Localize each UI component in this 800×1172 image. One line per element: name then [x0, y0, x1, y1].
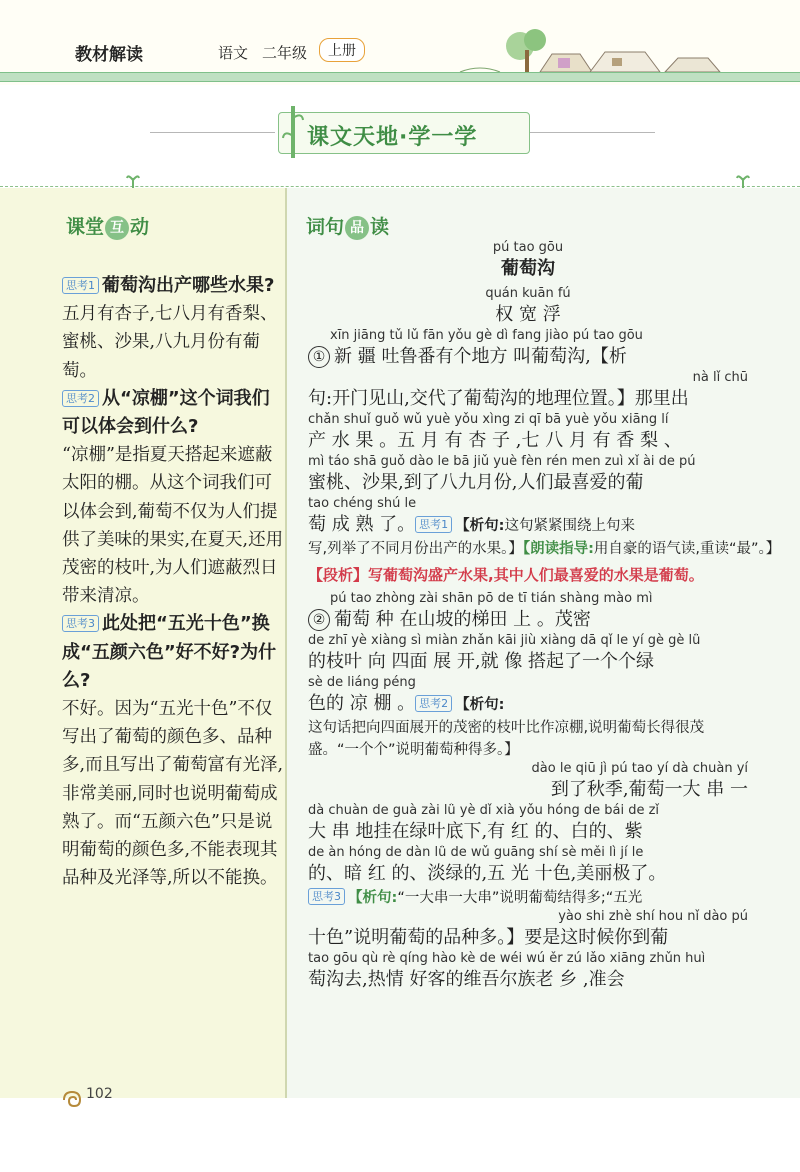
- header-band: [0, 72, 800, 82]
- text-line: 色的 凉 棚 。 思考2 【析句:: [308, 693, 505, 714]
- question-1: 思考1 葡萄沟出产哪些水果?: [62, 272, 284, 300]
- page-header: [0, 0, 800, 85]
- text-line: 蜜桃、沙果,到了八九月份,人们最喜爱的葡: [308, 472, 644, 493]
- grade-label: 二年级: [262, 44, 308, 62]
- text-line: 萄 成 熟 了。 思考1 【析句:这句紧紧围绕上句来: [308, 514, 635, 535]
- pinyin-line: tao chéng shú le: [308, 496, 417, 511]
- volume-badge: 上册: [319, 38, 365, 62]
- analysis-think1: 写,列举了不同月份出产的水果。】【朗读指导:用自豪的语气读,重读“最”。】: [308, 541, 781, 557]
- pinyin-line: dào le qiū jì pú tao yí dà chuàn yí: [531, 761, 748, 776]
- text-line: 句:开门见山,交代了葡萄沟的地理位置。】那里出: [308, 388, 689, 409]
- text-line: 产 水 果 。五 月 有 杏 子 ,七 八 月 有 香 梨 、: [308, 430, 682, 451]
- section-title: 课文天地·学一学: [307, 125, 478, 150]
- page-number: 102: [86, 1086, 113, 1102]
- lesson-title: 葡萄沟: [501, 258, 555, 279]
- divider-line: [150, 132, 275, 133]
- text-line: ① 新 疆 吐鲁番有个地方 叫葡萄沟,【析: [308, 344, 748, 370]
- answer-1: 五月有杏子,七八月有香梨、蜜桃、沙果,八九月份有葡萄。: [62, 304, 278, 381]
- text-line: 的、暗 红 的、淡绿的,五 光 十色,美丽极了。: [308, 863, 667, 884]
- right-panel-heading: 词句 品 读: [306, 216, 390, 238]
- answer-2: “凉棚”是指夏天搭起来遮蔽太阳的棚。从这个词我们可以体会到,葡萄不仅为人们提供了美味的果实,在夏天,还用茂密的枝叶,为人们遮蔽烈日带来清凉。: [62, 445, 284, 607]
- lesson-text: [308, 240, 781, 993]
- village-scene-icon: [440, 28, 760, 74]
- sprout-icon: [736, 172, 750, 188]
- answer-3: 不好。因为“五光十色”不仅写出了葡萄的颜色多、品种多,而且写出了葡萄富有光泽,非常美丽,同时也说明葡萄成熟了。而“五颜六色”只是说明葡萄的颜色多,不能表现其品种及光泽等,所以不能换。: [62, 699, 284, 889]
- pinyin-line: xīn jiāng tǔ lǔ fān yǒu gè dì fang jiào pú tao gōu: [330, 328, 643, 343]
- sprout-icon: [126, 172, 140, 188]
- pinyin-line: tao gōu qù rè qíng hào kè de wéi wú ěr zú lǎo xiāng zhǔn huì: [308, 951, 706, 966]
- pinyin-line: de àn hóng de dàn lǜ de wǔ guāng shí sè měi lì jí le: [308, 845, 644, 860]
- text-line: 萄沟去,热情 好客的维吾尔族老 乡 ,准会: [308, 969, 625, 990]
- book-title: 教材解读: [75, 45, 143, 65]
- panel-top-border: [0, 186, 800, 187]
- author-pinyin: quán kuān fú: [485, 286, 571, 301]
- title-pinyin: pú tao gōu: [492, 240, 564, 255]
- left-panel-heading: 课堂 互 动: [66, 216, 150, 238]
- question-2: 思考2 从“凉棚”这个词我们可以体会到什么?: [62, 387, 270, 438]
- analysis-think3: 思考3 【析句:“一大串一大串”说明葡萄结得多;“五光: [308, 887, 748, 909]
- subject-label: 语文: [218, 44, 249, 62]
- question-3: 思考3 此处把“五光十色”换成“五颜六色”好不好?为什么?: [62, 613, 277, 691]
- swirl-icon: [62, 1090, 86, 1110]
- text-line: 的枝叶 向 四面 展 开,就 像 搭起了一个个绿: [308, 651, 655, 672]
- paragraph-analysis: 【段析】写葡萄沟盛产水果,其中人们最喜爱的水果是葡萄。: [308, 566, 704, 584]
- pinyin-line: de zhī yè xiàng sì miàn zhǎn kāi jiù xiàng dā qǐ le yí gè gè lǜ: [308, 633, 701, 648]
- pinyin-line: mì táo shā guǒ dào le bā jiǔ yuè fèn rén men zuì xǐ ài de pú: [308, 454, 696, 469]
- left-qa-list: [62, 272, 284, 892]
- pinyin-line: sè de liáng péng: [308, 675, 416, 690]
- pinyin-line: chǎn shuǐ guǒ wǔ yuè yǒu xìng zi qī bā yuè yǒu xiāng lí: [308, 412, 669, 427]
- pinyin-line: pú tao zhòng zài shān pō de tī tián shàng mào mì: [330, 591, 653, 606]
- pinyin-line: yào shi zhè shí hou nǐ dào pú: [558, 909, 748, 924]
- pinyin-line: dà chuàn de guà zài lǜ yè dǐ xià yǒu hóng de bái de zǐ: [308, 803, 660, 818]
- panel-divider: [285, 188, 287, 1098]
- text-line: 大 串 地挂在绿叶底下,有 红 的、白的、紫: [308, 821, 643, 842]
- bamboo-icon: [282, 106, 304, 158]
- text-line: 到了秋季,葡萄一大 串 一: [550, 779, 748, 800]
- pinyin-line: nà lǐ chū: [692, 370, 748, 385]
- section-title-box: [278, 112, 530, 154]
- divider-line: [530, 132, 655, 133]
- text-line: 十色”说明葡萄的品种多。】要是这时候你到葡: [308, 927, 669, 948]
- analysis-think2: 这句话把向四面展开的茂密的枝叶比作凉棚,说明葡萄长得很茂盛。“一个个”说明葡萄种得多。】: [308, 720, 705, 758]
- author-name: 权 宽 浮: [495, 304, 561, 325]
- text-line: ② 葡萄 种 在山坡的梯田 上 。茂密: [308, 607, 748, 633]
